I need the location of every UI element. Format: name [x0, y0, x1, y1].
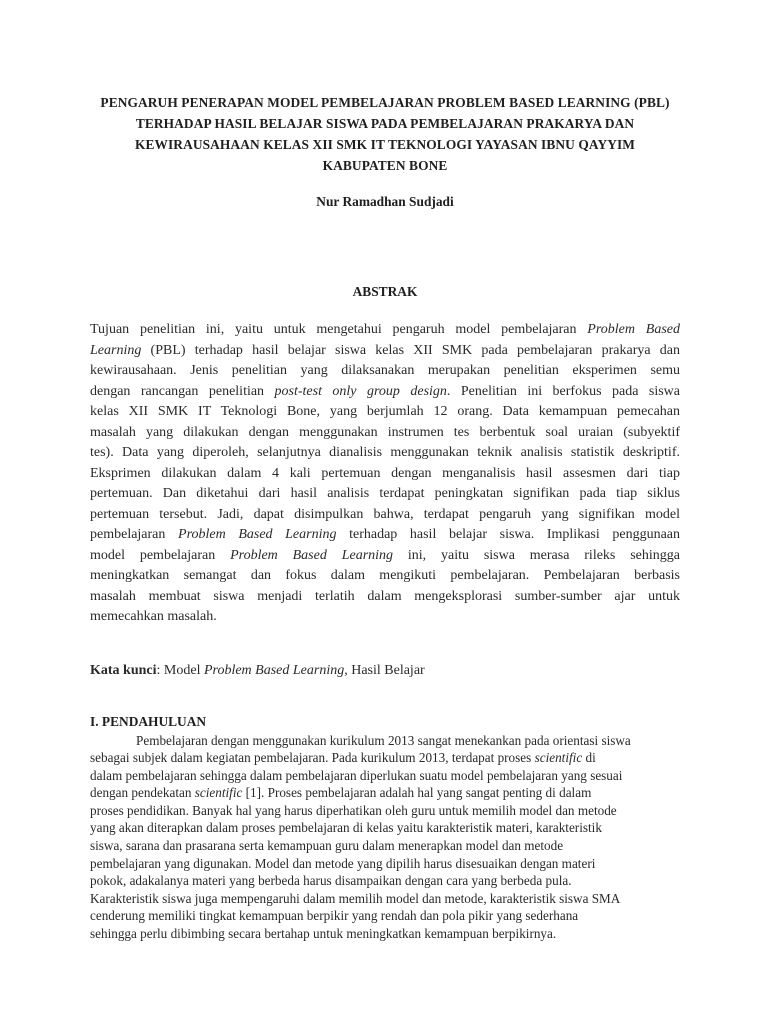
abstract-line	[90, 505, 680, 526]
abstract-line	[90, 402, 680, 423]
abstract-line	[90, 566, 680, 587]
abstract-line	[90, 382, 680, 403]
section-line	[90, 802, 680, 820]
paper-page	[90, 92, 680, 943]
abstract-line	[90, 423, 680, 444]
abstract-run: (PBL) terhadap hasil belajar siswa kelas XII SMK pada pembelajaran prakarya dan	[141, 342, 680, 358]
abstract-run: pertemuan. Dan diketahui dari hasil analisis terdapat peningkatan signifikan pada tiap siklus	[90, 486, 680, 501]
abstract-line	[90, 607, 680, 628]
section-run: Karakteristik siswa juga mempengaruhi dalam memilih model dan metode, karakteristik siswa SMA	[90, 890, 621, 906]
abstract-line	[90, 546, 680, 567]
abstract-line	[90, 443, 680, 464]
keywords-run: : Model	[156, 662, 204, 678]
keywords-run: Problem Based Learning	[203, 662, 345, 678]
abstract-run: dengan rancangan penelitian	[90, 383, 275, 399]
paper-title	[90, 92, 680, 176]
section-body	[90, 732, 680, 943]
section-line	[90, 819, 680, 837]
keywords-label: Kata kunci	[90, 662, 157, 678]
section-run: yang akan diterapkan dalam proses pembelajaran di kelas yaitu karakteristik materi, karakteristik	[90, 820, 602, 836]
abstract-line	[90, 464, 680, 485]
abstract-run: ini, yaitu siswa merasa rileks sehingga	[393, 547, 680, 563]
section-line	[90, 784, 680, 802]
section-line	[90, 890, 680, 908]
abstract-run: pertemuan tersebut. Jadi, dapat disimpulkan bahwa, terdapat pengaruh yang signifikan model	[90, 506, 680, 522]
section-run: proses pendidikan. Banyak hal yang harus diperhatikan oleh guru untuk memilih model dan metode	[90, 802, 617, 818]
title-line: TERHADAP HASIL BELAJAR SISWA PADA PEMBELAJARAN PRAKARYA DAN	[135, 116, 635, 131]
keywords-run: , Hasil Belajar	[344, 662, 425, 678]
keywords	[90, 661, 680, 681]
abstract-run: Tujuan penelitian ini, yaitu untuk mengetahui pengaruh model pembelajaran	[90, 322, 588, 337]
abstract-run: post-test only group design	[274, 383, 447, 399]
abstract-line	[90, 361, 680, 382]
abstract-line	[90, 484, 680, 505]
abstract-run: Eksprimen dilakukan dalam 4 kali pertemuan dengan menganalisis hasil assesmen dari tiap	[90, 465, 680, 481]
section-line	[90, 732, 680, 750]
abstract-run: Learning	[90, 342, 142, 358]
abstract-heading: ABSTRAK	[352, 284, 418, 299]
abstract-run: memecahkan masalah.	[90, 609, 217, 624]
keywords-text	[157, 663, 425, 678]
section-run: Pembelajaran dengan menggunakan kurikulum 2013 sangat menekankan pada orientasi siswa	[136, 732, 631, 748]
section-heading: I. PENDAHULUAN	[90, 713, 207, 729]
section-run: sehingga perlu dibimbing secara bertahap untuk meningkatkan kemampuan berpikirnya.	[90, 926, 557, 942]
abstract-line	[90, 587, 680, 608]
author-name: Nur Ramadhan Sudjadi	[316, 194, 454, 209]
section-run: dengan pendekatan	[90, 785, 195, 801]
abstract-run: kelas XII SMK IT Teknologi Bone, yang berjumlah 12 orang. Data kemampuan pemecahan	[90, 404, 680, 419]
section-run: sebagai subjek dalam kegiatan pembelajaran. Pada kurikulum 2013, terdapat proses	[90, 750, 535, 766]
section-line	[90, 749, 680, 767]
abstract-run: meningkatkan semangat dan fokus dalam mengikuti pembelajaran. Pembelajaran berbasis	[90, 568, 680, 583]
abstract-run: kewirausahaan. Jenis penelitian yang dilaksanakan merupakan penelitian eksperimen semu	[90, 363, 680, 378]
abstract-run: Problem Based	[587, 322, 680, 337]
abstract-line	[90, 320, 680, 341]
section-run: pembelajaran yang digunakan. Model dan metode yang dipilih harus disesuaikan dengan materi	[90, 855, 596, 871]
section-run: dalam pembelajaran sehingga dalam pembelajaran diperlukan suatu model pembelajaran yang sesuai	[90, 767, 623, 783]
title-line: KEWIRAUSAHAAN KELAS XII SMK IT TEKNOLOGI YAYASAN IBNU QAYYIM	[134, 137, 636, 152]
abstract-run: masalah membuat siswa menjadi terlatih dalam mengeksplorasi sumber-sumber ajar untuk	[90, 588, 680, 604]
section-run: scientific	[534, 750, 583, 766]
abstract-run: Problem Based Learning	[178, 527, 337, 542]
section-run: siswa, sarana dan prasarana serta kemampuan guru dalam menerapkan model dan metode	[90, 838, 564, 854]
abstract-run: terhadap hasil belajar siswa. Implikasi penggunaan	[336, 527, 680, 542]
section-run: di	[582, 750, 596, 766]
abstract-line	[90, 341, 680, 362]
section-run: scientific	[194, 785, 243, 801]
section-line	[90, 872, 680, 890]
abstract-line	[90, 525, 680, 546]
abstract-run: model pembelajaran	[90, 547, 231, 563]
section-line	[90, 925, 680, 943]
section-line	[90, 907, 680, 925]
section-line	[90, 855, 680, 873]
section-run: cenderung memiliki tingkat kemampuan berpikir yang rendah dan pola pikir yang sederhana	[90, 908, 579, 924]
abstract-run: tes). Data yang diperoleh, selanjutnya dianalisis menggunakan teknik analisis statistik deskriptif.	[90, 445, 680, 460]
abstract-body	[90, 320, 680, 628]
abstract-run: pembelajaran	[90, 527, 179, 542]
title-line: KABUPATEN BONE	[322, 158, 448, 173]
section-run: [1]. Proses pembelajaran adalah hal yang sangat penting di dalam	[242, 785, 592, 801]
section-line	[90, 767, 680, 785]
section-line	[90, 837, 680, 855]
abstract-run: . Penelitian ini berfokus pada siswa	[446, 383, 680, 399]
abstract-run: masalah yang dilakukan dengan menggunakan instrumen tes berbentuk soal uraian (subyektif	[90, 424, 680, 440]
title-line: PENGARUH PENERAPAN MODEL PEMBELAJARAN PROBLEM BASED LEARNING (PBL)	[100, 95, 670, 110]
section-run: pokok, adakalanya materi yang berbeda harus disampaikan dengan cara yang berbeda pula.	[90, 873, 572, 889]
abstract-run: Problem Based Learning	[230, 547, 394, 563]
